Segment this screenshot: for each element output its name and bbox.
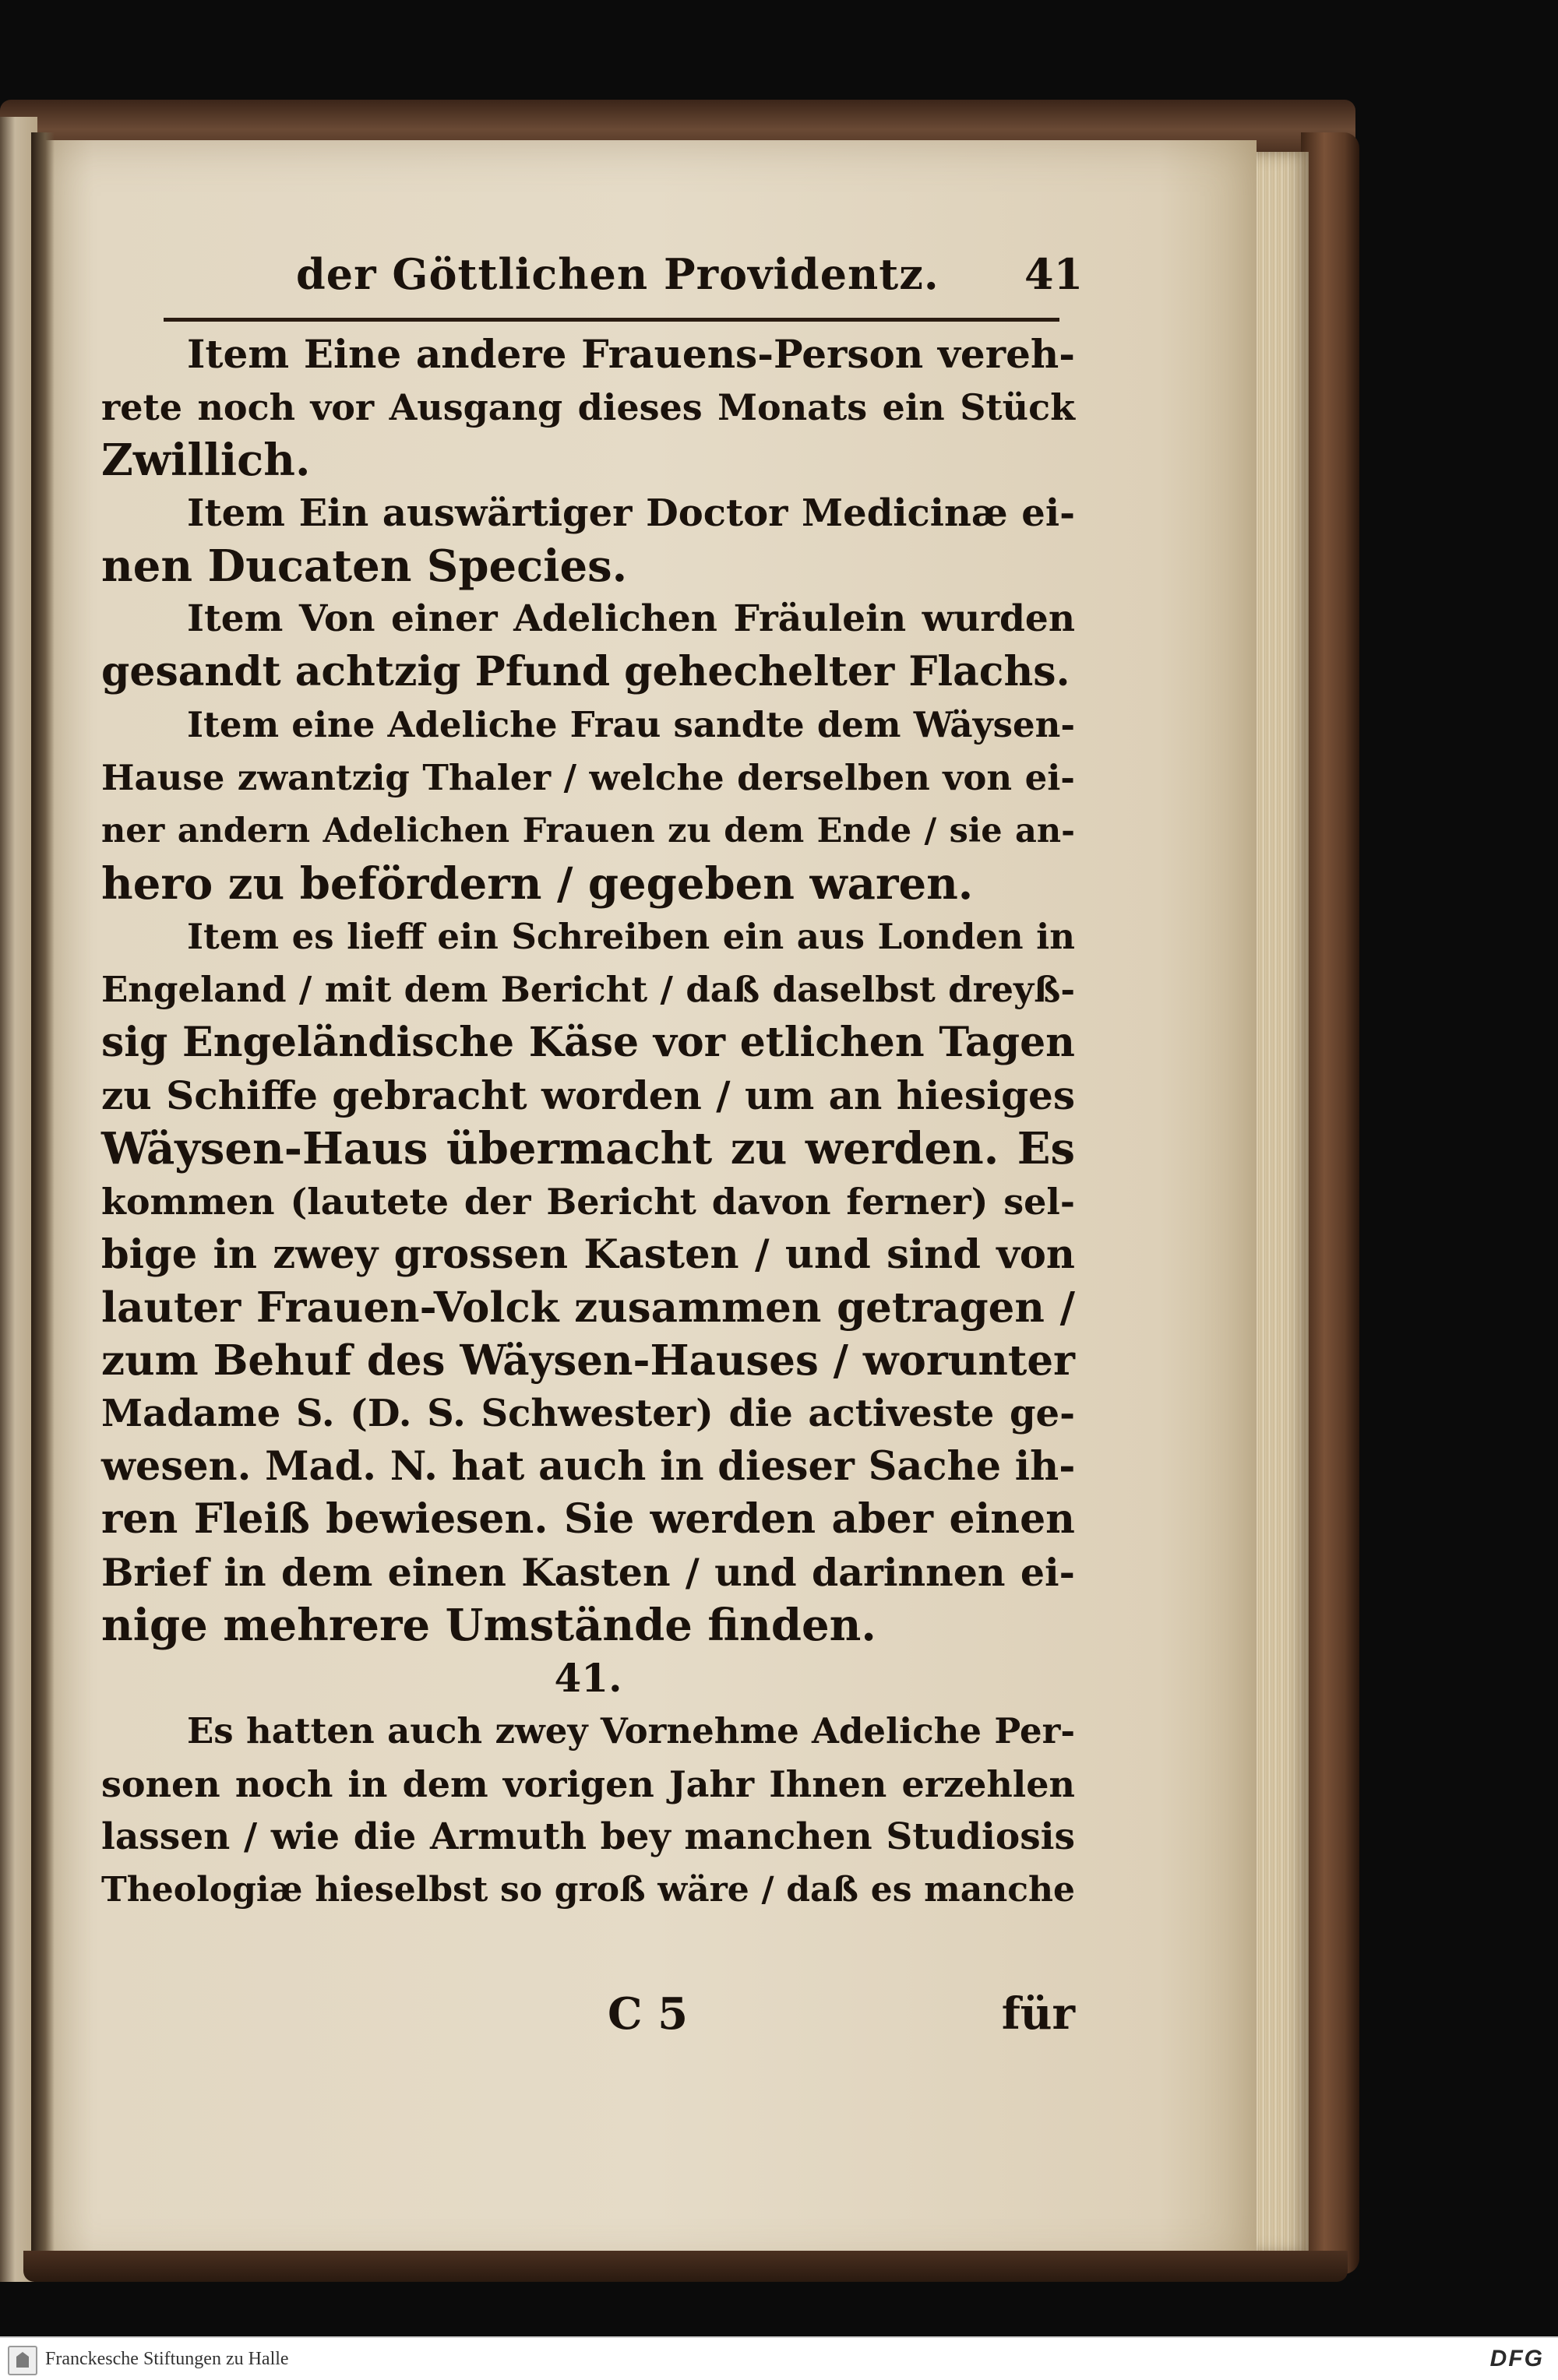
- institution-credit: Franckesche Stiftungen zu Halle: [45, 2349, 289, 2369]
- text-line: Engeland / mit dem Bericht / daß daselbst dreyß-: [101, 969, 1075, 1010]
- text-line: nen Ducaten Species.: [101, 540, 628, 592]
- signature-mark: C 5: [608, 1988, 689, 2040]
- text-line: Hause zwantzig Thaler / welche derselben von ei-: [101, 757, 1075, 798]
- text-line: bige in zwey grossen Kasten / und sind von: [101, 1231, 1075, 1278]
- text-line: zum Behuf des Wäysen-Hauses / worunter: [101, 1336, 1075, 1385]
- page-number: 41: [1024, 249, 1084, 299]
- section-number: 41.: [554, 1655, 622, 1701]
- page-header: [101, 234, 1084, 315]
- text-line: gesandt achtzig Pfund gehechelter Flachs.: [101, 648, 1070, 695]
- text-line: kommen (lautete der Bericht davon ferner) sel-: [101, 1181, 1075, 1223]
- page-footer: [608, 1988, 1091, 2043]
- catchword: für: [1001, 1988, 1075, 2040]
- book-cover-bottom: [23, 2251, 1348, 2282]
- text-line: lassen / wie die Armuth bey manchen Studiosis: [101, 1815, 1075, 1858]
- text-line: Wäysen-Haus übermacht zu werden. Es: [101, 1123, 1075, 1174]
- text-line: ner andern Adelichen Frauen zu dem Ende / sie an-: [101, 812, 1075, 850]
- text-line: Es hatten auch zwey Vornehme Adeliche Per-: [187, 1710, 1075, 1752]
- text-line: nige mehrere Umstände finden.: [101, 1600, 876, 1651]
- running-title: der Göttlichen Providentz.: [296, 249, 939, 299]
- text-line: Item Eine andere Frauens-Person vereh-: [187, 331, 1075, 377]
- text-line: lauter Frauen-Volck zusammen getragen /: [101, 1283, 1075, 1332]
- text-line: Item Ein auswärtiger Doctor Medicinæ ei-: [187, 491, 1075, 535]
- text-line: Zwillich.: [101, 435, 311, 486]
- text-line: Theologiæ hieselbst so groß wäre / daß es manche: [101, 1870, 1075, 1910]
- institution-logo-icon: [8, 2346, 37, 2375]
- viewer-footer-bar: [0, 2336, 1558, 2380]
- text-line: Item eine Adeliche Frau sandte dem Wäysen-: [187, 704, 1075, 745]
- text-line: sonen noch in dem vorigen Jahr Ihnen erzehlen: [101, 1763, 1075, 1805]
- text-line: zu Schiffe gebracht worden / um an hiesiges: [101, 1072, 1075, 1118]
- spine-shadow: [31, 132, 55, 2266]
- text-line: Item Von einer Adelichen Fräulein wurden: [187, 597, 1075, 640]
- header-rule: [164, 318, 1059, 322]
- page-text-block: [101, 234, 1084, 1917]
- text-line: wesen. Mad. N. hat auch in dieser Sache ih-: [101, 1443, 1076, 1490]
- book-cover-right: [1301, 132, 1359, 2274]
- dfg-logo: DFG: [1489, 2346, 1544, 2371]
- text-line: ren Fleiß bewiesen. Sie werden aber einen: [101, 1495, 1075, 1543]
- body-text: [101, 328, 1075, 1917]
- text-line: sig Engeländische Käse vor etlichen Tagen: [101, 1019, 1075, 1066]
- text-line: rete noch vor Ausgang dieses Monats ein Stück: [101, 386, 1075, 428]
- text-line: Brief in dem einen Kasten / und darinnen ei-: [101, 1550, 1075, 1595]
- text-line: Item es lieff ein Schreiben ein aus Londen in: [187, 916, 1075, 957]
- text-line: Madame S. (D. S. Schwester) die activeste ge-: [101, 1392, 1075, 1435]
- text-line: hero zu befördern / gegeben waren.: [101, 858, 974, 910]
